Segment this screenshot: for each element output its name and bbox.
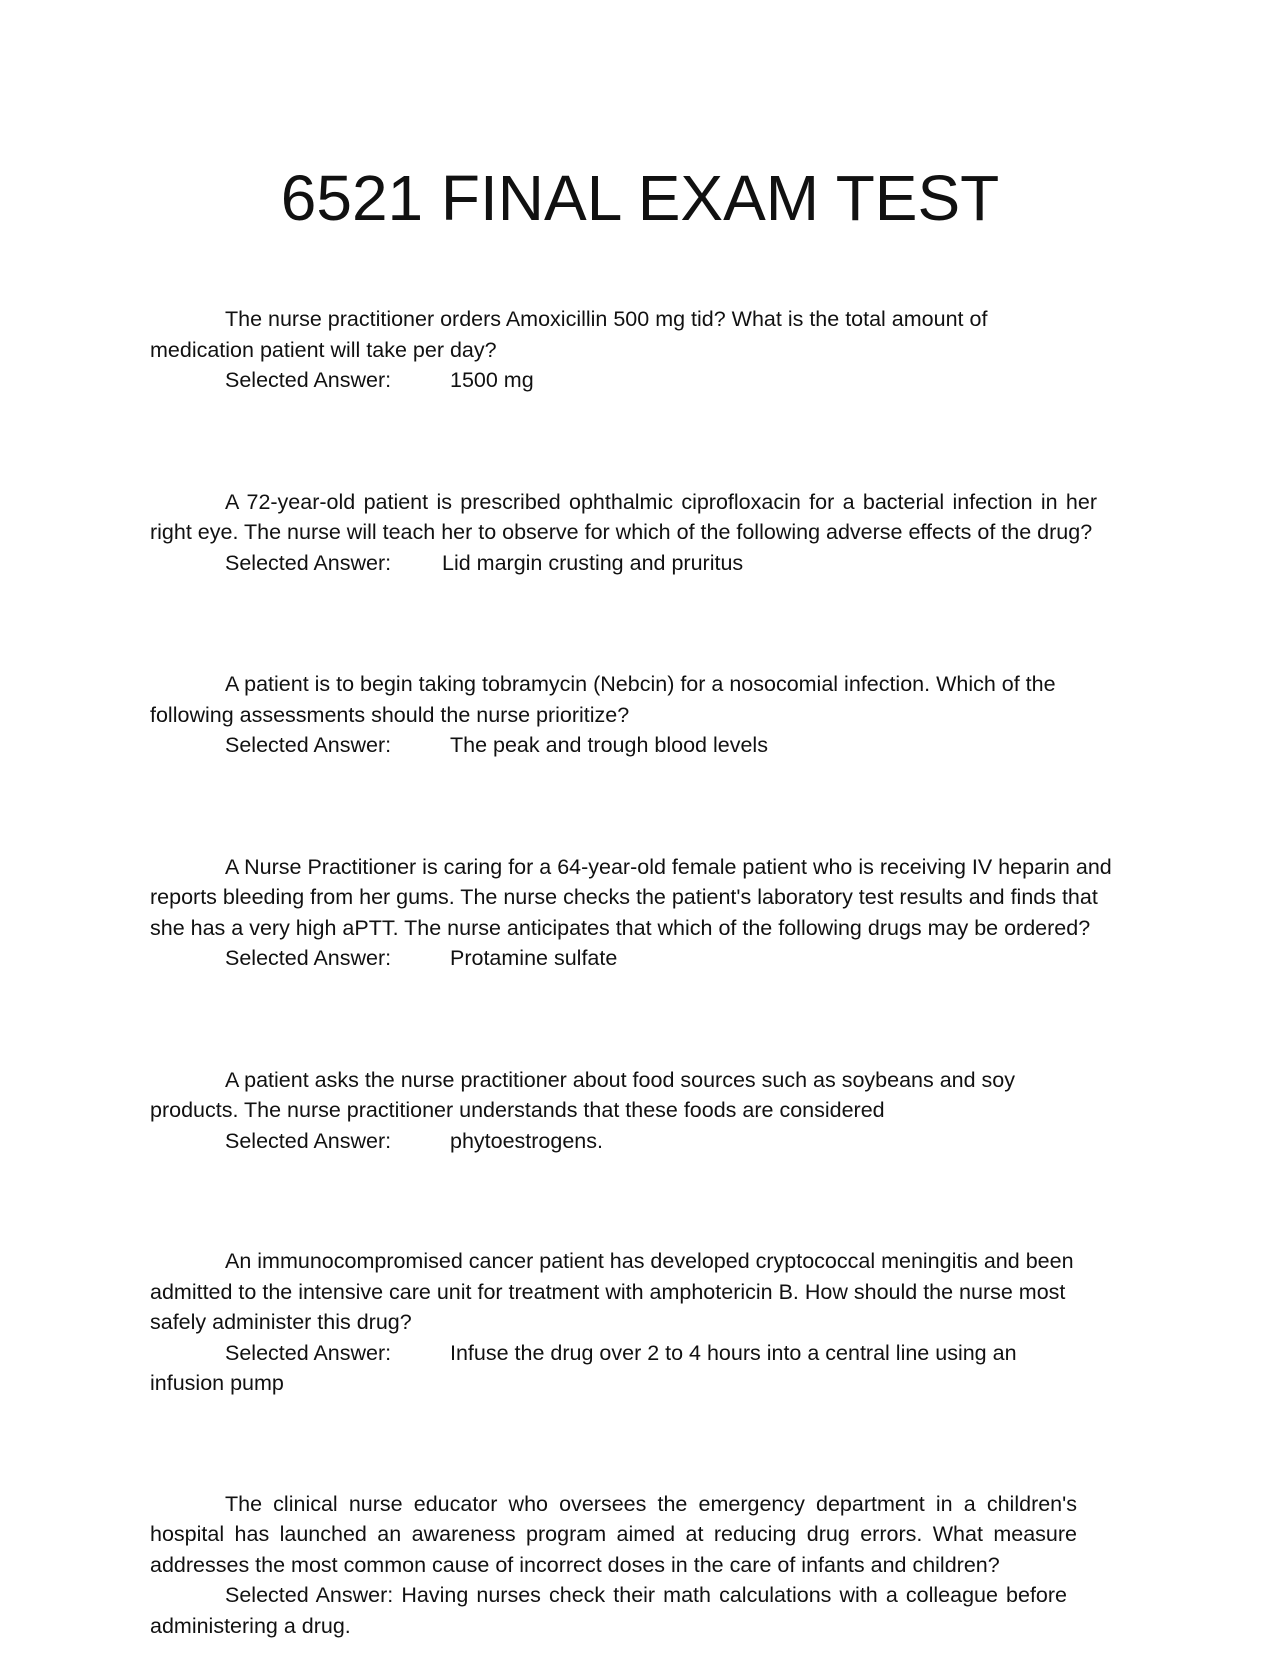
- question-text: A patient asks the nurse practitioner about food sources such as soybeans and soy products. The nurse practitioner understands that these foods are considered: [150, 1067, 1016, 1122]
- answer-text: phytoestrogens.: [450, 1128, 603, 1153]
- question-item: [150, 1065, 1130, 1157]
- answer-text: Protamine sulfate: [450, 946, 618, 970]
- answer-label: Selected Answer:: [225, 368, 392, 392]
- selected-answer: [150, 1580, 1067, 1641]
- question-text: The clinical nurse educator who oversees the emergency department in a children's hospital has launched an awareness program aimed at reducing drug errors. What measure addresses the most common cause of incorrect doses in the care of infants and children?: [150, 1491, 1077, 1577]
- answer-label: Selected Answer:: [225, 1128, 392, 1153]
- answer-text: The peak and trough blood levels: [450, 733, 768, 757]
- question-list: [150, 304, 1130, 1641]
- selected-answer: [150, 548, 1130, 579]
- question-text: A Nurse Practitioner is caring for a 64-year-old female patient who is receiving IV heparin and reports bleeding from her gums. The nurse checks the patient's laboratory test results and finds that she has a very high aPTT. The nurse anticipates that which of the following drugs may be ordered?: [150, 854, 1112, 940]
- question-text: A patient is to begin taking tobramycin (Nebcin) for a nosocomial infection. Which of the following assessments should the nurse prioritize?: [150, 672, 1056, 727]
- question-text: An immunocompromised cancer patient has developed cryptococcal meningitis and been admitted to the intensive care unit for treatment with amphotericin B. How should the nurse most safely administer this drug?: [150, 1249, 1074, 1334]
- answer-text: 1500 mg: [450, 368, 534, 392]
- answer-label: Selected Answer:: [225, 1583, 394, 1607]
- question-item: [150, 304, 1130, 396]
- selected-answer: [150, 1126, 1130, 1157]
- answer-text: Having nurses check their math calculations with a colleague before administering a drug.: [150, 1583, 1068, 1638]
- answer-label: Selected Answer:: [225, 733, 392, 757]
- question-item: [150, 669, 1130, 761]
- selected-answer: [150, 943, 1130, 974]
- question-text: The nurse practitioner orders Amoxicillin 500 mg tid? What is the total amount of medication patient will take per day?: [150, 307, 988, 362]
- selected-answer: [150, 1338, 1050, 1399]
- answer-label: Selected Answer:: [225, 946, 392, 970]
- answer-text: Lid margin crusting and pruritus: [442, 550, 744, 575]
- answer-label: Selected Answer:: [225, 1340, 392, 1365]
- selected-answer: [150, 730, 1130, 761]
- question-item: [150, 487, 1130, 579]
- question-item: [150, 1489, 1130, 1642]
- question-item: [150, 852, 1130, 974]
- answer-text: Infuse the drug over 2 to 4 hours into a central line using an infusion pump: [150, 1340, 1017, 1395]
- question-item: [150, 1246, 1130, 1399]
- question-text: A 72-year-old patient is prescribed ophthalmic ciprofloxacin for a bacterial infection in her right eye. The nurse will teach her to observe for which of the following adverse effects of the drug?: [150, 489, 1097, 544]
- document-title: 6521 FINAL EXAM TEST: [280, 162, 1000, 234]
- selected-answer: [150, 365, 1130, 396]
- answer-label: Selected Answer:: [225, 550, 392, 575]
